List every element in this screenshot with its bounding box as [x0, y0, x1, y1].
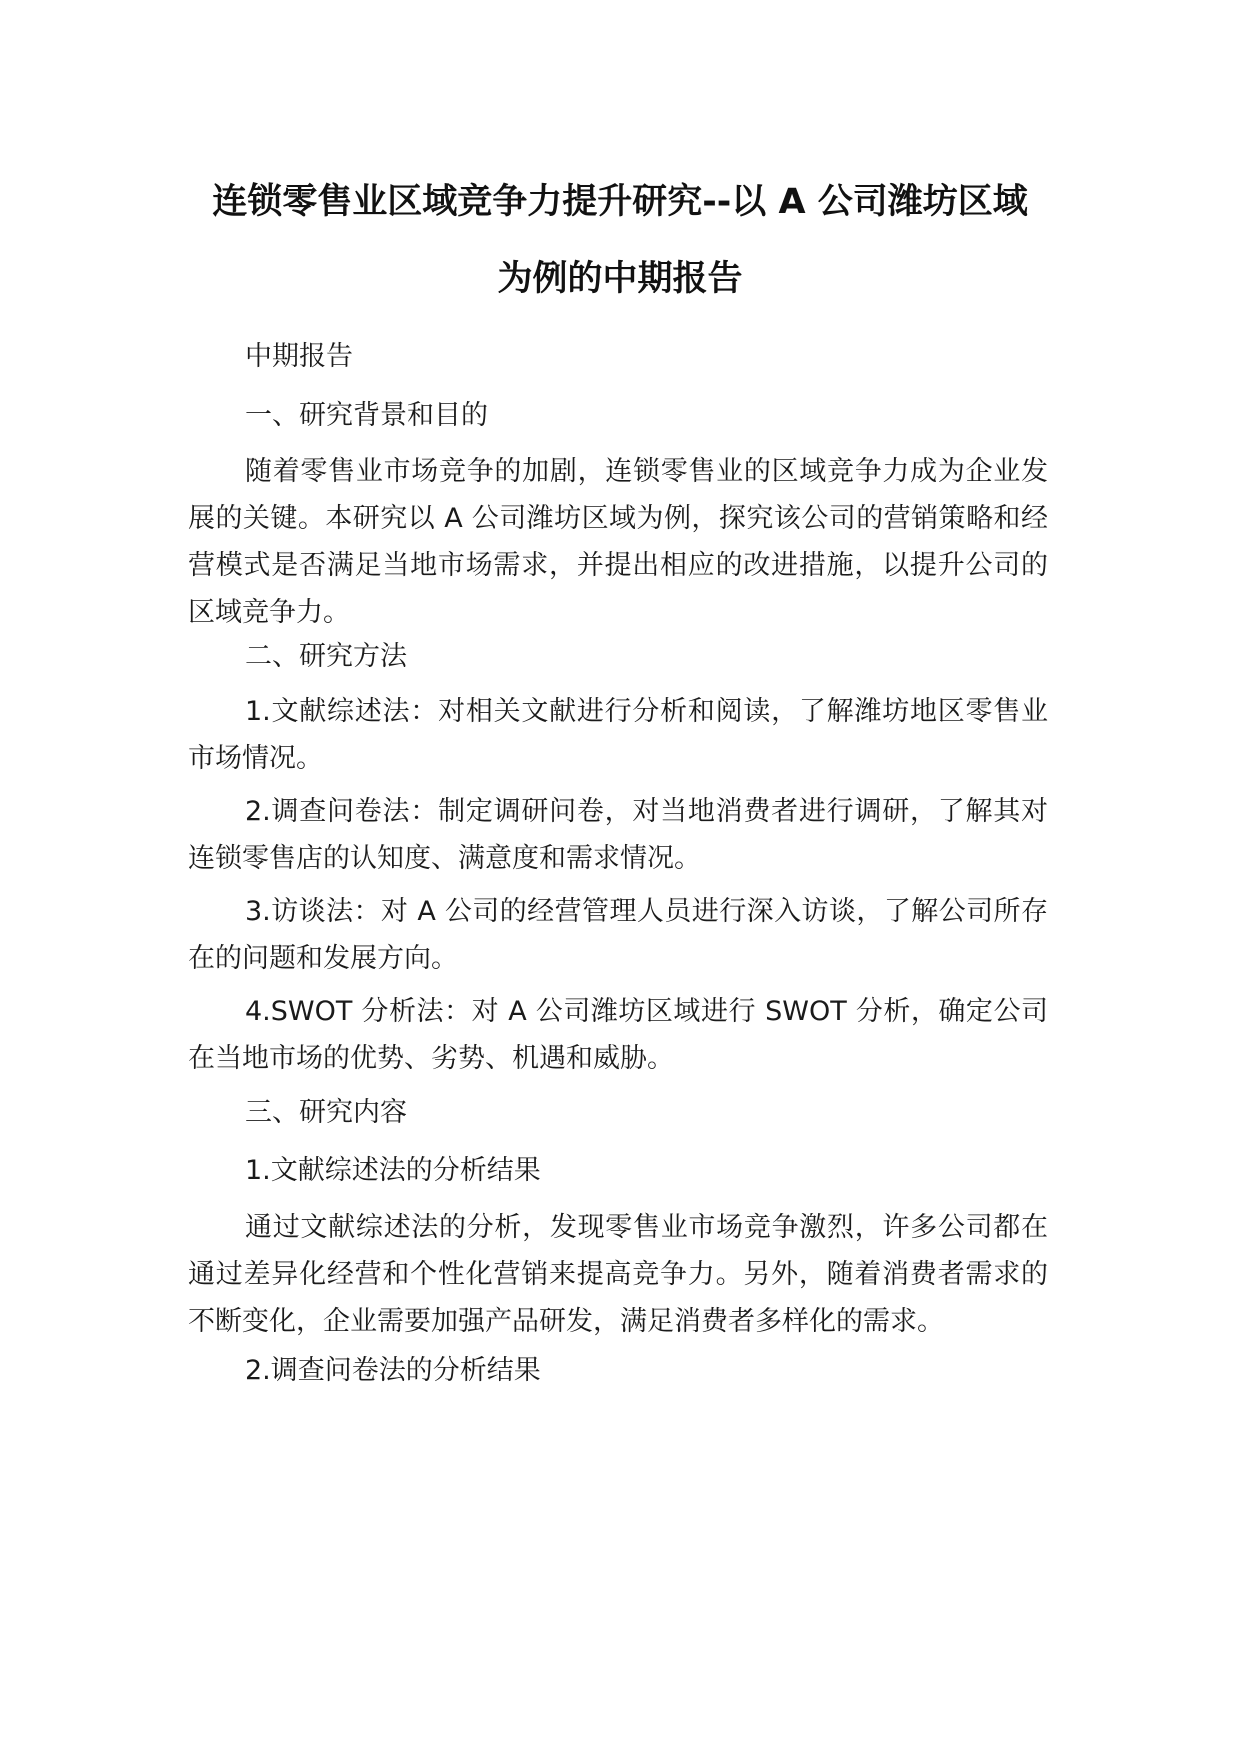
- paragraph-method-literature: 1.文献综述法：对相关文献进行分析和阅读，了解潍坊地区零售业市场情况。: [188, 696, 1048, 774]
- document-title-line-1: 连锁零售业区域竞争力提升研究--以 A 公司潍坊区域: [212, 182, 1028, 222]
- document-title-line-2: 为例的中期报告: [497, 259, 743, 299]
- section-heading-methods: 二、研究方法: [245, 641, 407, 672]
- paragraph-background: 随着零售业市场竞争的加剧，连锁零售业的区域竞争力成为企业发展的关键。本研究以 A 公司潍坊区域为例，探究该公司的营销策略和经营模式是否满足当地市场需求，并提出相应的改进措施，以提升公司的区域竞争力。: [188, 456, 1048, 628]
- subheading-questionnaire-results: 2.调查问卷法的分析结果: [245, 1355, 541, 1386]
- subheading-literature-results: 1.文献综述法的分析结果: [245, 1155, 541, 1186]
- section-heading-background: 一、研究背景和目的: [245, 400, 488, 431]
- paragraph-method-interview: 3.访谈法：对 A 公司的经营管理人员进行深入访谈，了解公司所存在的问题和发展方向。: [188, 896, 1048, 974]
- section-heading-content: 三、研究内容: [245, 1097, 407, 1128]
- report-label: 中期报告: [245, 341, 353, 372]
- paragraph-method-swot: 4.SWOT 分析法：对 A 公司潍坊区域进行 SWOT 分析，确定公司在当地市场的优势、劣势、机遇和威胁。: [188, 996, 1048, 1074]
- paragraph-literature-results: 通过文献综述法的分析，发现零售业市场竞争激烈，许多公司都在通过差异化经营和个性化营销来提高竞争力。另外，随着消费者需求的不断变化，企业需要加强产品研发，满足消费者多样化的需求。: [188, 1212, 1048, 1337]
- paragraph-method-questionnaire: 2.调查问卷法：制定调研问卷，对当地消费者进行调研，了解其对连锁零售店的认知度、满意度和需求情况。: [188, 796, 1048, 874]
